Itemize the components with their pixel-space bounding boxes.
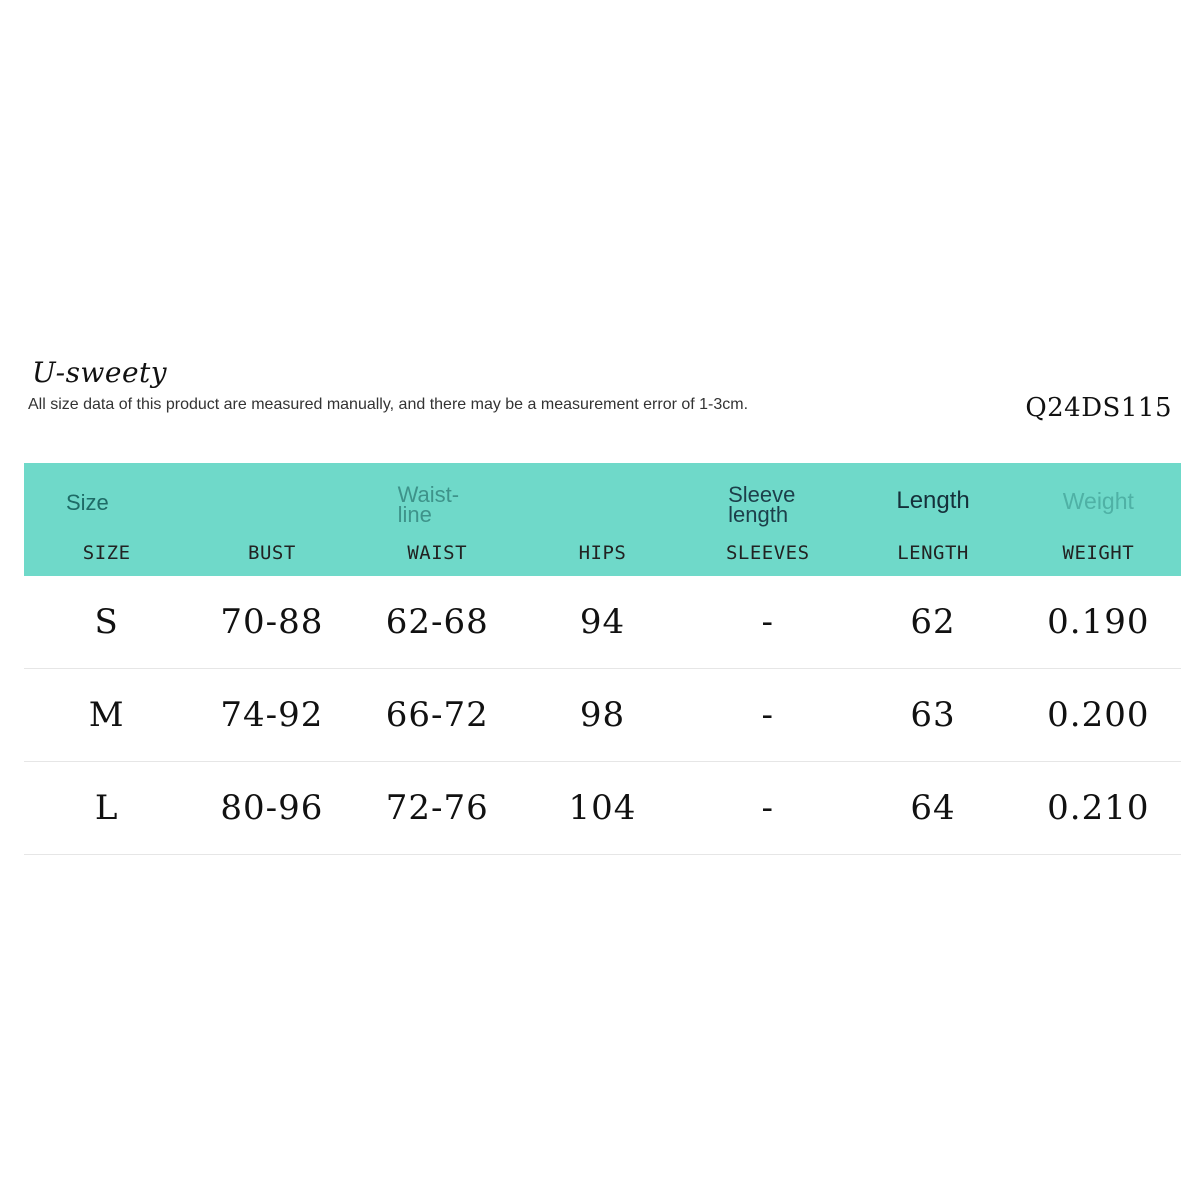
cell-hips: 98 — [579, 695, 626, 735]
header-waist-label — [355, 482, 520, 527]
cell-weight: 0.200 — [1047, 695, 1150, 735]
cell-sleeves: - — [761, 788, 775, 828]
table-header — [24, 463, 1181, 576]
header-bust — [189, 463, 354, 576]
header-bust-en: BUST — [248, 542, 296, 564]
header-size-en: SIZE — [82, 542, 131, 564]
cell-waist: 72-76 — [385, 788, 489, 828]
table-row — [24, 669, 1181, 762]
cell-bust: 80-96 — [220, 788, 324, 828]
cell-weight: 0.190 — [1047, 602, 1150, 642]
header-weight-label: Weight — [1062, 488, 1134, 514]
header-weight-en: WEIGHT — [1062, 542, 1135, 564]
table-row — [24, 762, 1181, 855]
header-length — [850, 463, 1015, 576]
cell-length: 63 — [910, 695, 956, 735]
cell-hips: 104 — [568, 788, 637, 828]
cell-bust: 70-88 — [220, 602, 324, 642]
header-length-label: Length — [896, 487, 970, 514]
brand-logo: U-sweety — [32, 356, 168, 389]
product-code: Q24DS115 — [1025, 393, 1172, 423]
header-waist-label-text: Waist- line — [397, 482, 460, 527]
header-sleeves-en: SLEEVES — [725, 542, 810, 564]
cell-bust: 74-92 — [220, 695, 324, 735]
header-sleeves — [685, 463, 850, 576]
cell-waist: 66-72 — [385, 695, 489, 735]
cell-length: 62 — [910, 602, 956, 642]
cell-weight: 0.210 — [1047, 788, 1150, 828]
size-table — [24, 463, 1181, 855]
cell-sleeves: - — [761, 695, 775, 735]
header-hips-en: HIPS — [578, 542, 627, 564]
header-waist — [355, 463, 520, 576]
header-sleeves-label — [685, 482, 850, 527]
header-hips — [520, 463, 685, 576]
header-length-en: LENGTH — [897, 542, 969, 564]
measurement-note: All size data of this product are measured manually, and there may be a measurement error of 1-3cm. — [28, 396, 749, 413]
header-size-label: Size — [66, 490, 109, 515]
cell-sleeves: - — [761, 602, 775, 642]
cell-size: M — [88, 695, 125, 735]
header-weight — [1016, 463, 1181, 576]
cell-size: L — [94, 788, 119, 828]
cell-waist: 62-68 — [385, 602, 489, 642]
table-row — [24, 576, 1181, 669]
cell-hips: 94 — [579, 602, 626, 642]
cell-length: 64 — [910, 788, 956, 828]
cell-size: S — [94, 602, 119, 642]
header-waist-en: WAIST — [407, 542, 468, 564]
header-sleeves-label-text: Sleeve length — [728, 482, 796, 527]
header-size — [24, 463, 189, 576]
